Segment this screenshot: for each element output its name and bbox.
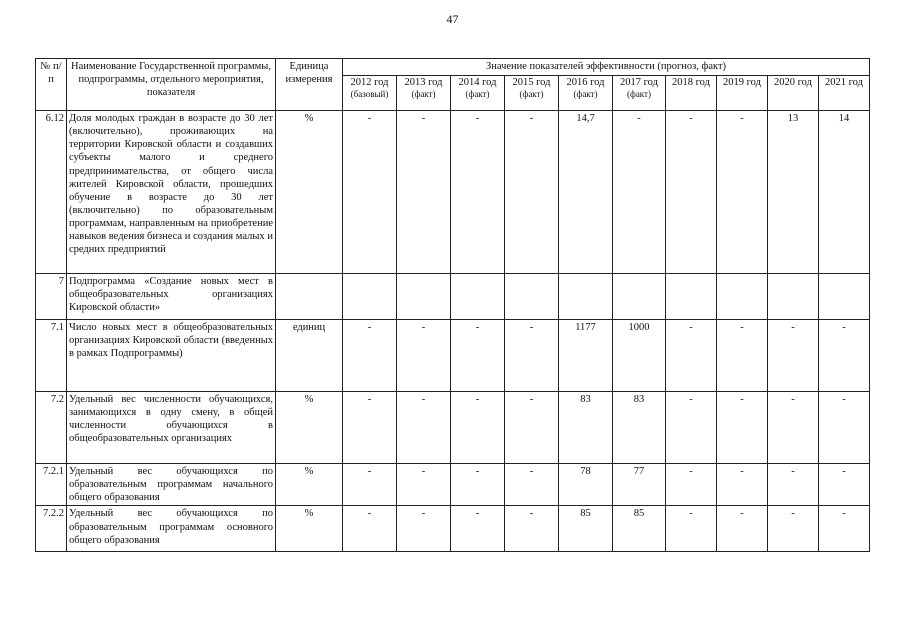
row-value: - bbox=[768, 464, 819, 506]
row-value: - bbox=[613, 111, 666, 274]
table-row bbox=[36, 506, 870, 552]
row-number: 7.2.1 bbox=[36, 464, 67, 506]
row-value: 78 bbox=[559, 464, 613, 506]
row-value: - bbox=[505, 464, 559, 506]
row-name: Доля молодых граждан в возрасте до 30 лет (включительно), проживающих на территории Кировской области и создавших субъекты малого и среднего предпринимательства, от общего числа жителей Кировской области, прошедших обучение в возрасте до 30 лет (включительно) по образовательным программам, направленным на приобретение навыков ведения бизнеса и создания малых и средних предприятий bbox=[67, 111, 276, 274]
row-number: 7.2.2 bbox=[36, 506, 67, 552]
row-unit: % bbox=[276, 111, 343, 274]
row-name: Число новых мест в общеобразовательных организациях Кировской области (введенных в рамках Подпрограммы) bbox=[67, 320, 276, 392]
row-value: - bbox=[666, 506, 717, 552]
row-value: - bbox=[343, 464, 397, 506]
row-unit: % bbox=[276, 392, 343, 464]
row-name: Подпрограмма «Создание новых мест в общеобразовательных организациях Кировской области» bbox=[67, 274, 276, 320]
row-value: - bbox=[717, 392, 768, 464]
row-value: 13 bbox=[768, 111, 819, 274]
row-value: - bbox=[666, 464, 717, 506]
row-value bbox=[343, 274, 397, 320]
row-value: 85 bbox=[559, 506, 613, 552]
row-value: - bbox=[505, 111, 559, 274]
row-number: 6.12 bbox=[36, 111, 67, 274]
row-value bbox=[666, 274, 717, 320]
header-year-label: 2015 год bbox=[512, 77, 551, 88]
row-number: 7.2 bbox=[36, 392, 67, 464]
row-value: 77 bbox=[613, 464, 666, 506]
table-row bbox=[36, 464, 870, 506]
row-value: - bbox=[505, 320, 559, 392]
header-year-4 bbox=[559, 76, 613, 111]
row-value: - bbox=[397, 392, 451, 464]
table-row bbox=[36, 392, 870, 464]
row-value: - bbox=[451, 464, 505, 506]
header-year-0 bbox=[343, 76, 397, 111]
row-name: Удельный вес обучающихся по образовательным программам основного общего образования bbox=[67, 506, 276, 552]
table-row bbox=[36, 111, 870, 274]
row-unit bbox=[276, 274, 343, 320]
row-number: 7 bbox=[36, 274, 67, 320]
header-year-8 bbox=[768, 76, 819, 111]
row-unit: % bbox=[276, 506, 343, 552]
row-value: - bbox=[451, 506, 505, 552]
header-name: Наименование Государственной программы, подпрограммы, отдельного мероприятия, показателя bbox=[67, 59, 276, 111]
header-year-label: 2014 год bbox=[458, 77, 497, 88]
row-value: - bbox=[717, 320, 768, 392]
row-value: - bbox=[666, 320, 717, 392]
header-unit: Единица измерения bbox=[276, 59, 343, 111]
row-value: - bbox=[666, 111, 717, 274]
page-number: 47 bbox=[446, 12, 459, 26]
row-value: - bbox=[819, 320, 870, 392]
header-num: № п/п bbox=[36, 59, 67, 111]
header-year-note: (факт) bbox=[573, 89, 598, 100]
header-year-label: 2018 год bbox=[672, 77, 710, 88]
header-year-7 bbox=[717, 76, 768, 111]
row-value: - bbox=[343, 392, 397, 464]
row-value: 14 bbox=[819, 111, 870, 274]
row-value bbox=[451, 274, 505, 320]
header-year-note: (базовый) bbox=[350, 89, 389, 100]
row-value: - bbox=[717, 464, 768, 506]
row-value: - bbox=[666, 392, 717, 464]
table-row bbox=[36, 274, 870, 320]
header-year-label: 2013 год bbox=[404, 77, 443, 88]
row-value: - bbox=[768, 392, 819, 464]
table-body bbox=[36, 111, 870, 552]
row-value: - bbox=[397, 320, 451, 392]
row-value bbox=[819, 274, 870, 320]
row-value: - bbox=[343, 111, 397, 274]
row-value bbox=[397, 274, 451, 320]
row-value bbox=[613, 274, 666, 320]
row-value: - bbox=[768, 320, 819, 392]
row-value: - bbox=[505, 506, 559, 552]
row-value bbox=[768, 274, 819, 320]
header-year-label: 2020 год bbox=[774, 77, 812, 88]
header-values-title: Значение показателей эффективности (прогноз, факт) bbox=[343, 59, 870, 76]
row-value: - bbox=[717, 111, 768, 274]
row-name: Удельный вес численности обучающихся, занимающихся в одну смену, в общей численности обучающихся в общеобразовательных организациях bbox=[67, 392, 276, 464]
row-value bbox=[717, 274, 768, 320]
row-value: 14,7 bbox=[559, 111, 613, 274]
header-year-6 bbox=[666, 76, 717, 111]
row-name: Удельный вес обучающихся по образовательным программам начального общего образования bbox=[67, 464, 276, 506]
row-value: 1177 bbox=[559, 320, 613, 392]
row-value: - bbox=[819, 392, 870, 464]
header-year-5 bbox=[613, 76, 666, 111]
row-unit: % bbox=[276, 464, 343, 506]
row-value bbox=[559, 274, 613, 320]
row-value: - bbox=[717, 506, 768, 552]
header-year-1 bbox=[397, 76, 451, 111]
row-value: 83 bbox=[559, 392, 613, 464]
row-value bbox=[505, 274, 559, 320]
row-value: - bbox=[397, 506, 451, 552]
header-year-note: (факт) bbox=[411, 89, 436, 100]
row-value: - bbox=[451, 320, 505, 392]
header-year-3 bbox=[505, 76, 559, 111]
header-year-note: (факт) bbox=[519, 89, 544, 100]
header-year-label: 2019 год bbox=[723, 77, 761, 88]
header-year-label: 2017 год bbox=[620, 77, 658, 88]
row-value: - bbox=[397, 464, 451, 506]
row-value: - bbox=[505, 392, 559, 464]
row-value: - bbox=[768, 506, 819, 552]
row-value: - bbox=[343, 506, 397, 552]
table-row bbox=[36, 320, 870, 392]
header-year-9 bbox=[819, 76, 870, 111]
row-value: - bbox=[819, 506, 870, 552]
header-year-label: 2016 год bbox=[566, 77, 605, 88]
indicators-table bbox=[35, 58, 870, 552]
header-year-note: (факт) bbox=[626, 89, 651, 100]
header-year-2 bbox=[451, 76, 505, 111]
row-value: - bbox=[819, 464, 870, 506]
row-value: 85 bbox=[613, 506, 666, 552]
row-value: - bbox=[397, 111, 451, 274]
row-value: 1000 bbox=[613, 320, 666, 392]
row-value: - bbox=[451, 392, 505, 464]
row-value: 83 bbox=[613, 392, 666, 464]
header-year-note: (факт) bbox=[465, 89, 490, 100]
header-year-label: 2012 год bbox=[350, 77, 389, 88]
row-unit: единиц bbox=[276, 320, 343, 392]
header-year-label: 2021 год bbox=[825, 77, 863, 88]
row-value: - bbox=[343, 320, 397, 392]
row-number: 7.1 bbox=[36, 320, 67, 392]
row-value: - bbox=[451, 111, 505, 274]
